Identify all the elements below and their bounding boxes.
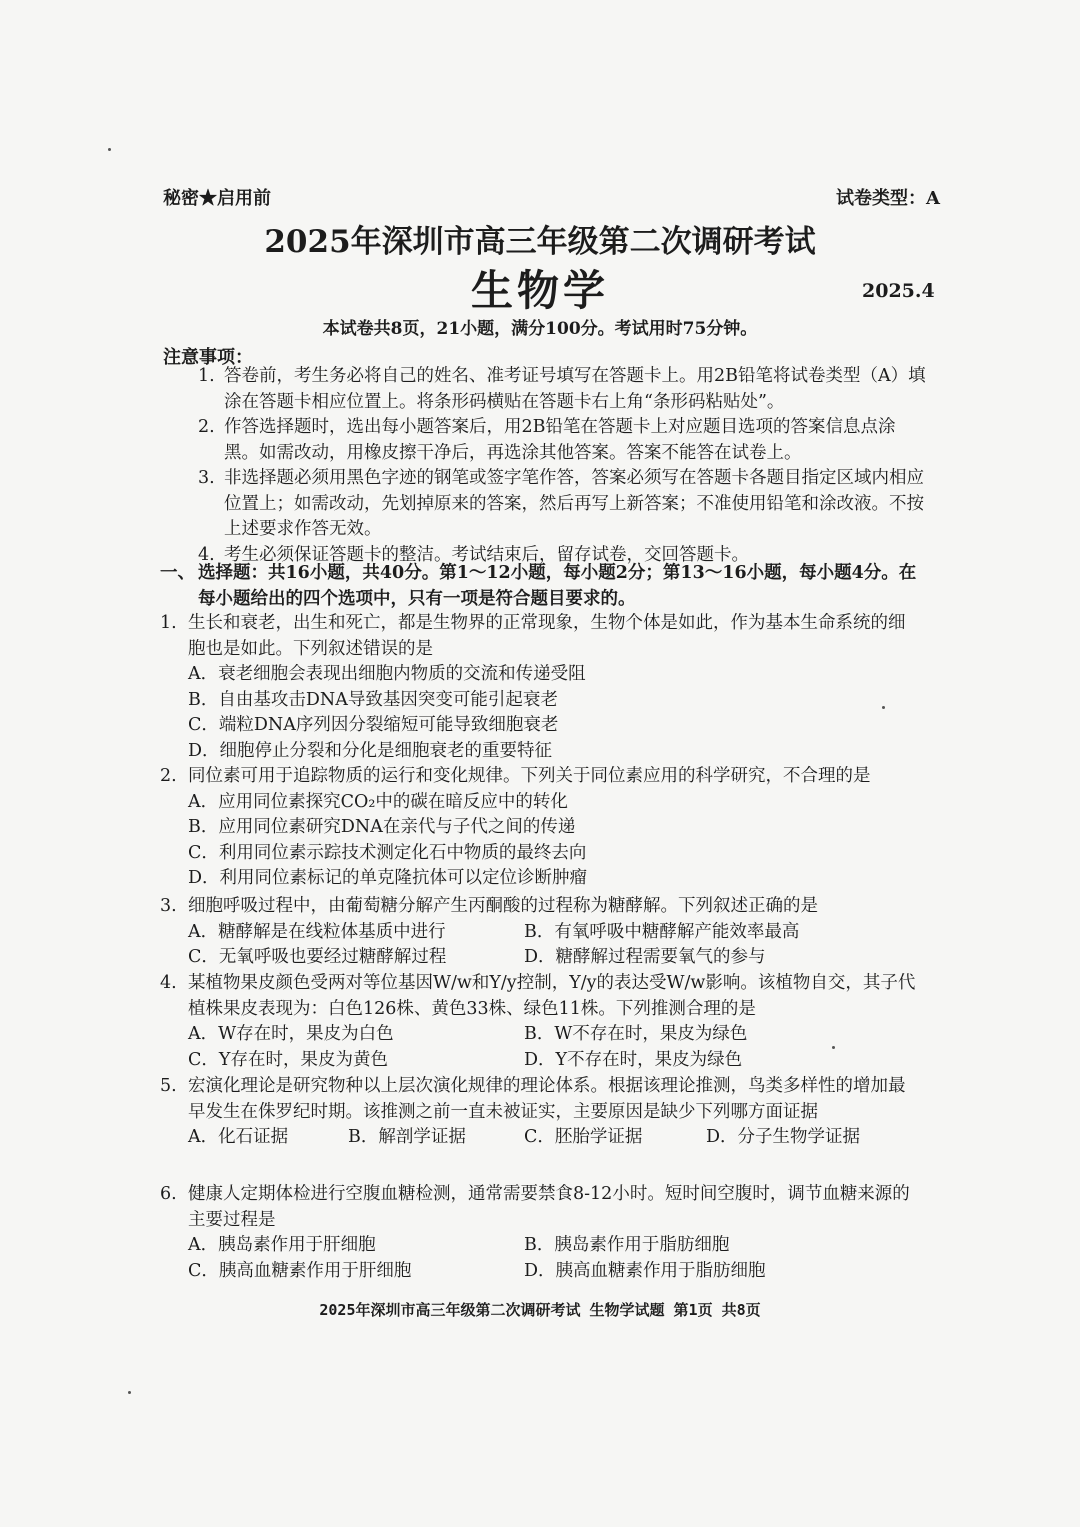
option-a[interactable]: A．糖酵解是在线粒体基质中进行 xyxy=(188,921,446,942)
note-item xyxy=(198,364,928,415)
exam-title: 2025年深圳市高三年级第二次调研考试 xyxy=(264,224,816,260)
question-number: 3. xyxy=(160,896,177,916)
paper-type-label: 试卷类型：A xyxy=(836,188,940,209)
subject-title: 生物学 xyxy=(470,266,609,315)
option-list xyxy=(160,1022,922,1073)
option-list xyxy=(160,662,922,764)
option-list xyxy=(160,1125,922,1151)
option-b[interactable]: B．胰岛素作用于脂肪细胞 xyxy=(524,1235,730,1255)
question-number: 2. xyxy=(160,766,177,786)
question-stem: 同位素可用于追踪物质的运行和变化规律。下列关于同位素应用的科学研究，不合理的是 xyxy=(188,766,871,786)
note-number: 3. xyxy=(198,468,215,488)
question-1 xyxy=(160,611,922,764)
question-stem: 宏演化理论是研究物种以上层次演化规律的理论体系。根据该理论推测，鸟类多样性的增加最早发生在侏罗纪时期。该推测之前一直未被证实，主要原因是缺少下列哪方面证据 xyxy=(188,1076,906,1122)
option-c[interactable]: C．胰高血糖素作用于肝细胞 xyxy=(188,1260,412,1281)
question-5 xyxy=(160,1074,922,1151)
option-c[interactable]: C．Y存在时，果皮为黄色 xyxy=(188,1049,388,1070)
confidential-label: 秘密★启用前 xyxy=(163,188,271,209)
scan-speck xyxy=(128,1391,131,1394)
option-d[interactable]: D．分子生物学证据 xyxy=(706,1127,861,1147)
option-b[interactable]: B．自由基攻击DNA导致基因突变可能引起衰老 xyxy=(188,689,558,710)
scan-speck xyxy=(108,148,111,151)
note-number: 1. xyxy=(198,366,215,386)
note-text: 非选择题必须用黑色字迹的钢笔或签字笔作答，答案必须写在答题卡各题目指定区域内相应位置上；如需改动，先划掉原来的答案，然后再写上新答案；不准使用铅笔和涂改液。不按上述要求作答无效。 xyxy=(224,468,924,539)
option-a[interactable]: A．化石证据 xyxy=(188,1127,289,1147)
option-b[interactable]: B．应用同位素研究DNA在亲代与子代之间的传递 xyxy=(188,817,576,837)
option-c[interactable]: C．利用同位素示踪技术测定化石中物质的最终去向 xyxy=(188,842,587,863)
note-text: 考生必须保证答题卡的整洁。考试结束后，留存试卷，交回答题卡。 xyxy=(224,544,749,565)
question-number: 1. xyxy=(160,613,177,633)
option-list xyxy=(160,790,922,892)
scan-speck xyxy=(882,706,885,709)
option-d[interactable]: D．利用同位素标记的单克隆抗体可以定位诊断肿瘤 xyxy=(188,868,588,888)
option-c[interactable]: C．端粒DNA序列因分裂缩短可能导致细胞衰老 xyxy=(188,715,559,735)
notes-list xyxy=(198,364,928,568)
question-3 xyxy=(160,894,922,971)
question-stem: 细胞呼吸过程中，由葡萄糖分解产生丙酮酸的过程称为糖酵解。下列叙述正确的是 xyxy=(188,896,818,916)
option-list xyxy=(160,1233,922,1284)
section-number: 一、 xyxy=(160,563,195,583)
question-4 xyxy=(160,971,922,1073)
question-stem: 健康人定期体检进行空腹血糖检测，通常需要禁食8-12小时。短时间空腹时，调节血糖来源的主要过程是 xyxy=(188,1184,910,1230)
option-d[interactable]: D．细胞停止分裂和分化是细胞衰老的重要特征 xyxy=(188,740,553,761)
exam-date: 2025.4 xyxy=(862,280,935,302)
question-stem: 生长和衰老，出生和死亡，都是生物界的正常现象，生物个体是如此，作为基本生命系统的细胞也是如此。下列叙述错误的是 xyxy=(188,613,906,659)
question-number: 5. xyxy=(160,1076,177,1096)
exam-summary: 本试卷共8页，21小题，满分100分。考试用时75分钟。 xyxy=(322,319,758,339)
option-list xyxy=(160,920,922,971)
option-d[interactable]: D．胰高血糖素作用于脂肪细胞 xyxy=(524,1260,766,1281)
note-item xyxy=(198,466,928,543)
note-text: 答卷前，考生务必将自己的姓名、准考证号填写在答题卡上。用2B铅笔将试卷类型（A）填涂在答题卡相应位置上。将条形码横贴在答题卡右上角“条形码粘贴处”。 xyxy=(224,366,926,412)
option-b[interactable]: B．W不存在时，果皮为绿色 xyxy=(524,1024,748,1044)
note-text: 作答选择题时，选出每小题答案后，用2B铅笔在答题卡上对应题目选项的答案信息点涂黑。如需改动，用橡皮擦干净后，再选涂其他答案。答案不能答在试卷上。 xyxy=(224,417,896,463)
option-d[interactable]: D．糖酵解过程需要氧气的参与 xyxy=(524,947,766,967)
note-number: 2. xyxy=(198,417,215,437)
page-footer: 2025年深圳市高三年级第二次调研考试 生物学试题 第1页 共8页 xyxy=(319,1301,761,1319)
question-2 xyxy=(160,764,922,892)
option-a[interactable]: A．应用同位素探究CO₂中的碳在暗反应中的转化 xyxy=(188,791,568,812)
option-c[interactable]: C．胚胎学证据 xyxy=(524,1127,643,1147)
section-text: 选择题：共16小题，共40分。第1～12小题，每小题2分；第13～16小题，每小题4分。在每小题给出的四个选项中，只有一项是符合题目要求的。 xyxy=(198,563,917,609)
option-a[interactable]: A．衰老细胞会表现出细胞内物质的交流和传递受阻 xyxy=(188,664,586,684)
note-item xyxy=(198,415,928,466)
notes-title: 注意事项： xyxy=(163,347,253,368)
scan-speck xyxy=(832,1046,835,1049)
option-b[interactable]: B．解剖学证据 xyxy=(348,1127,466,1147)
option-c[interactable]: C．无氧呼吸也要经过糖酵解过程 xyxy=(188,947,447,967)
option-d[interactable]: D．Y不存在时，果皮为绿色 xyxy=(524,1049,743,1070)
question-stem: 某植物果皮颜色受两对等位基因W/w和Y/y控制，Y/y的表达受W/w影响。该植物自交，其子代植株果皮表现为：白色126株、黄色33株、绿色11株。下列推测合理的是 xyxy=(188,973,916,1019)
option-a[interactable]: A．胰岛素作用于肝细胞 xyxy=(188,1235,376,1255)
question-number: 4. xyxy=(160,973,177,993)
question-number: 6. xyxy=(160,1184,177,1204)
option-b[interactable]: B．有氧呼吸中糖酵解产能效率最高 xyxy=(524,921,800,942)
section-heading xyxy=(160,561,922,612)
option-a[interactable]: A．W存在时，果皮为白色 xyxy=(188,1024,394,1044)
question-6 xyxy=(160,1182,922,1284)
note-number: 4. xyxy=(198,544,215,565)
